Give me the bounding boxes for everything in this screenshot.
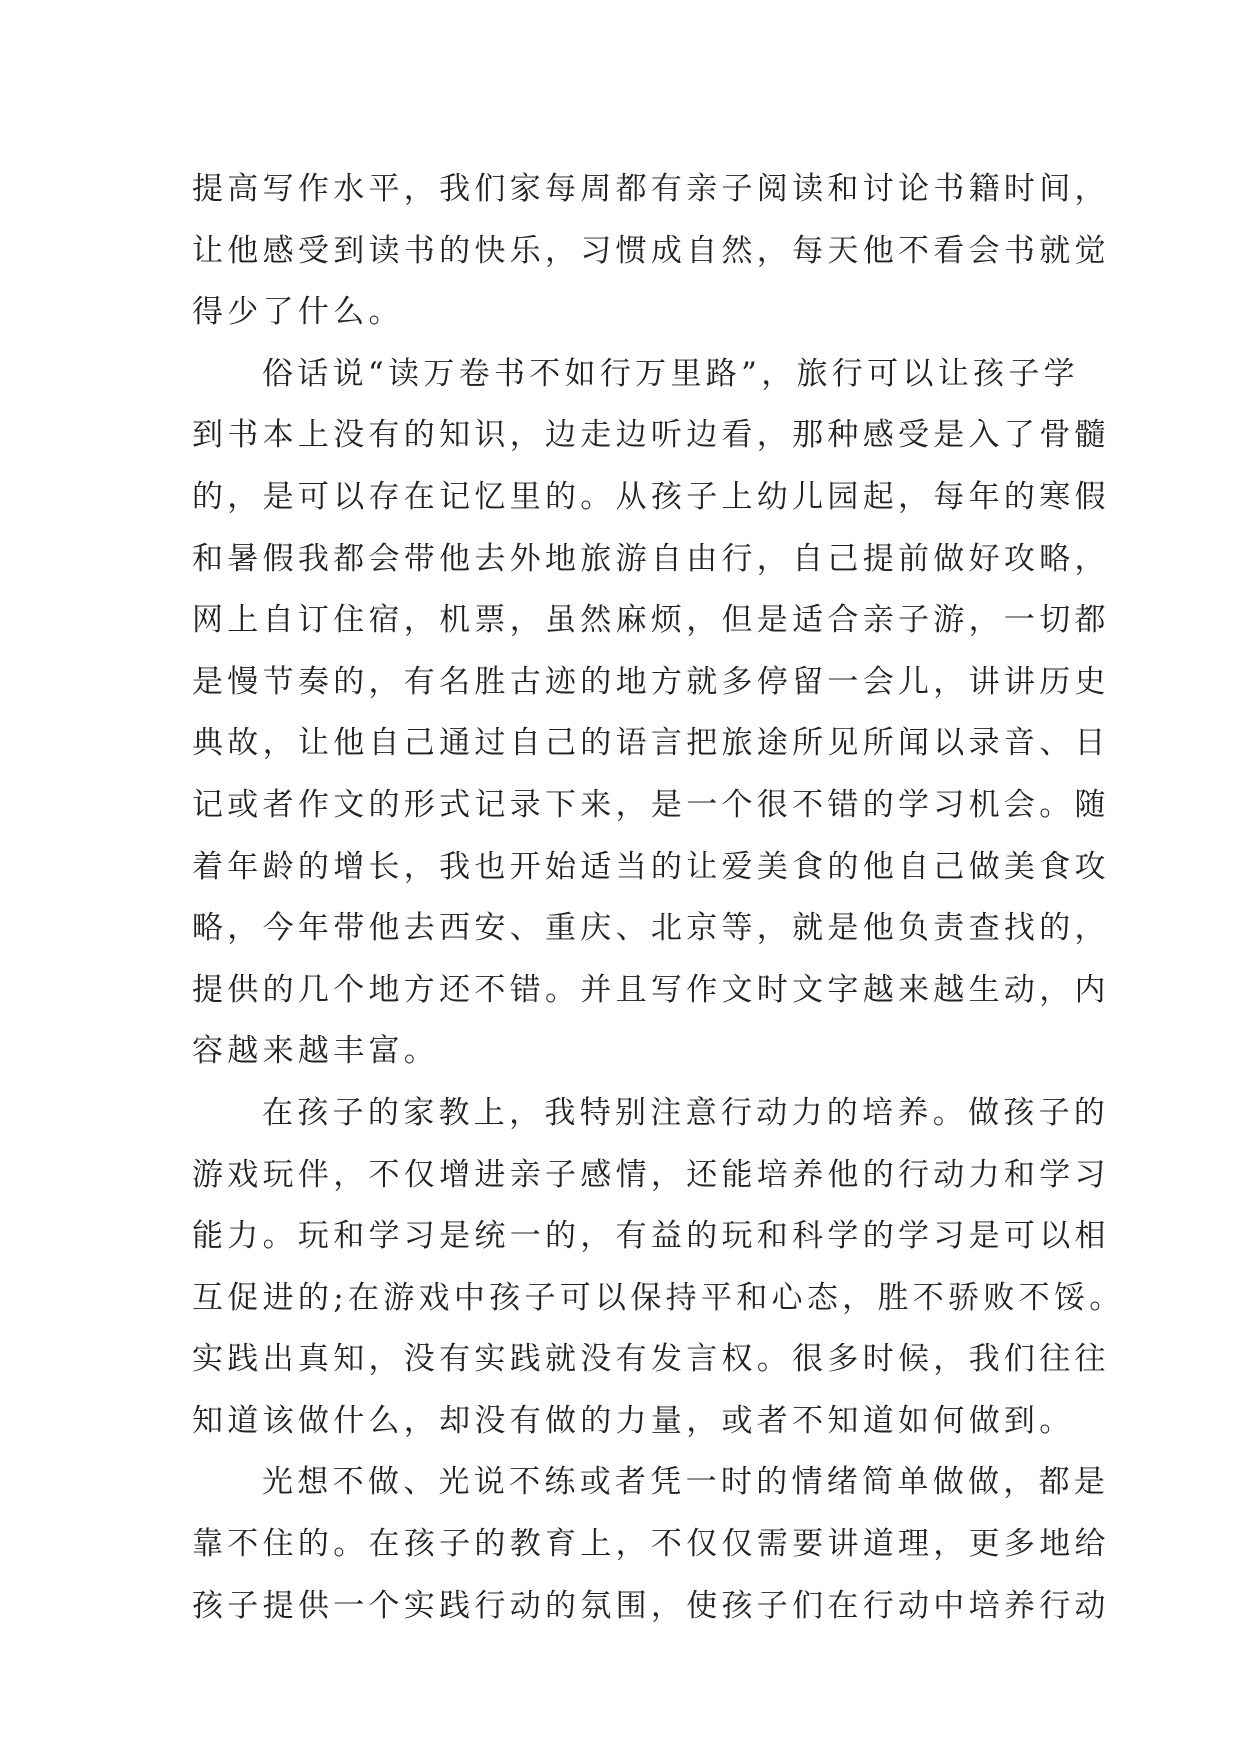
text-line: 靠不住的。在孩子的教育上，不仅仅需要讲道理，更多地给 bbox=[192, 1526, 1110, 1563]
text-line: 的，是可以存在记忆里的。从孩子上幼儿园起，每年的寒假 bbox=[192, 478, 1110, 515]
text-line: 能力。玩和学习是统一的，有益的玩和科学的学习是可以相 bbox=[192, 1218, 1110, 1255]
text-line: 网上自订住宿，机票，虽然麻烦，但是适合亲子游，一切都 bbox=[192, 602, 1110, 639]
text-line: 提高写作水平，我们家每周都有亲子阅读和讨论书籍时间， bbox=[192, 171, 1110, 207]
paragraph-start-line: 在孩子的家教上，我特别注意行动力的培养。做孩子的 bbox=[262, 1094, 1110, 1131]
paragraph-start-line: 光想不做、光说不练或者凭一时的情绪简单做做，都是 bbox=[262, 1464, 1110, 1501]
body-text bbox=[192, 159, 1125, 1637]
text-line: 着年龄的增长，我也开始适当的让爱美食的他自己做美食攻 bbox=[192, 848, 1110, 885]
text-line: 是慢节奏的，有名胜古迹的地方就多停留一会儿，讲讲历史 bbox=[192, 663, 1110, 700]
text-line: 知道该做什么，却没有做的力量，或者不知道如何做到。 bbox=[192, 1402, 1075, 1439]
text-line: 和暑假我都会带他去外地旅游自由行，自己提前做好攻略， bbox=[192, 540, 1110, 577]
text-line: 实践出真知，没有实践就没有发言权。很多时候，我们往往 bbox=[192, 1341, 1110, 1378]
text-line: 容越来越丰富。 bbox=[192, 1033, 440, 1070]
paragraph-start-line: 俗话说“读万卷书不如行万里路”，旅行可以让孩子学 bbox=[262, 355, 1079, 392]
text-line: 到书本上没有的知识，边走边听边看，那种感受是入了骨髓 bbox=[192, 417, 1110, 454]
text-line: 让他感受到读书的快乐，习惯成自然，每天他不看会书就觉 bbox=[192, 232, 1110, 269]
text-line: 提供的几个地方还不错。并且写作文时文字越来越生动，内 bbox=[192, 971, 1110, 1008]
text-line: 得少了什么。 bbox=[192, 294, 404, 331]
text-line: 略，今年带他去西安、重庆、北京等，就是他负责查找的， bbox=[192, 910, 1110, 947]
text-line: 典故，让他自己通过自己的语言把旅途所见所闻以录音、日 bbox=[192, 725, 1110, 762]
text-line: 游戏玩伴，不仅增进亲子感情，还能培养他的行动力和学习 bbox=[192, 1156, 1110, 1193]
text-line: 互促进的;在游戏中孩子可以保持平和心态，胜不骄败不馁。 bbox=[192, 1279, 1125, 1316]
text-line: 孩子提供一个实践行动的氛围，使孩子们在行动中培养行动 bbox=[192, 1587, 1110, 1624]
text-line: 记或者作文的形式记录下来，是一个很不错的学习机会。随 bbox=[192, 786, 1110, 823]
